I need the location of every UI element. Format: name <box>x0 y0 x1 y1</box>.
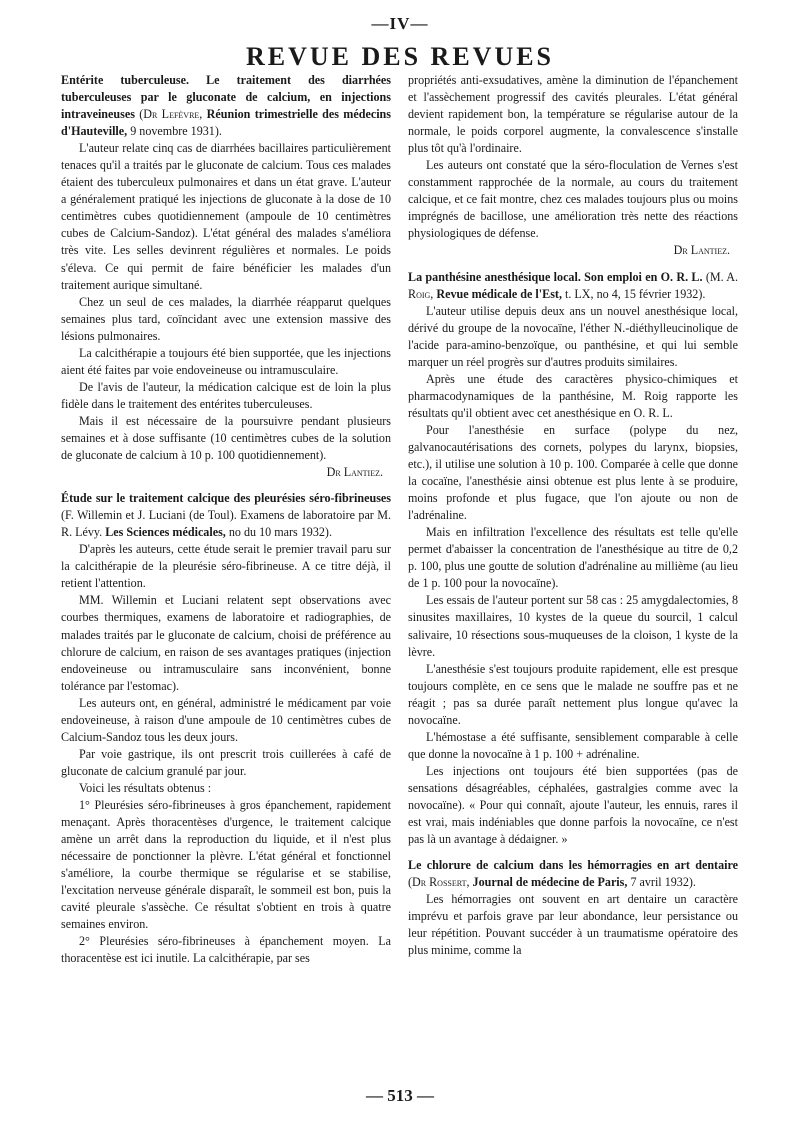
paragraph: L'anesthésie s'est toujours produite rapidement, elle est presque toujours complète, en ce sens que le malade ne souffre pas et ne réagit ; pas sa durée paraît nettement plus longue qu'avec la novocaïne. <box>408 661 738 727</box>
paragraph: Les auteurs ont, en général, administré le médicament par voie endoveineuse, à raison d'une ampoule de 10 centimètres cubes de Calcium-Sandoz tous les deux jours. <box>61 695 391 744</box>
paragraph: Mais il est nécessaire de la poursuivre pendant plusieurs semaines et à dose suffisante (10 centimètres cubes de la solution de gluconate de calcium à 10 p. 100 quotidiennement). <box>61 413 391 463</box>
article-heading <box>61 72 391 140</box>
article-journal: Les Sciences médicales, <box>105 525 226 540</box>
paragraph: Voici les résultats obtenus : <box>79 780 212 795</box>
paragraph: Par voie gastrique, ils ont prescrit trois cuillerées à café de gluconate de calcium granulé par jour. <box>61 746 391 778</box>
paragraph: Les injections ont toujours été bien supportées (pas de sensations désagréables, céphalées, gastralgies comme avec la novocaïne). « Pour qui connaît, ajoute l'auteur, les ennuis, rares il est vrai, mais indéniables que donne parfois la novocaïne, ce n'est pas là un avantage à dédaigner. » <box>408 763 738 847</box>
article-reference: (F. Willemin et J. Luciani (de Toul). Examens de laboratoire par M. R. Lévy. <box>61 508 391 540</box>
paragraph: D'après les auteurs, cette étude serait le premier travail paru sur la calcithérapie de la pleurésie séro-fibrineuse. A ce titre déjà, il retient l'attention. <box>61 542 391 591</box>
paragraph: Mais en infiltration l'excellence des résultats est telle qu'elle permet d'abaisser la concentration de l'anesthésique au titre de 0,2 p. 100, plus une goutte de solution d'adrénaline au millième (au lieu de 1 p. 100 pour la novocaïne). <box>408 525 738 591</box>
article-title: La panthésine anesthésique local. Son emploi en O. R. L. <box>408 269 703 284</box>
article-title: Étude sur le traitement calcique des pleurésies séro-fibrineuses <box>61 491 391 506</box>
article-journal: Réunion trimestrielle des médecins d'Hauteville, <box>61 107 391 139</box>
article-heading <box>408 857 738 891</box>
paragraph: 2° Pleurésies séro-fibrineuses à épanchement moyen. La thoracentèse est ici inutile. La calcithérapie, par ses <box>61 934 391 966</box>
paragraph: 1° Pleurésies séro-fibrineuses à gros épanchement, rapidement menaçant. Après thoracentèses d'urgence, le traitement calcique amène un arrêt dans la reproduction du liquide, et il n'est plus nécessaire de ponctionner la plèvre. L'état général et fonctionnel s'améliore, la courbe thermique se régularise et se stabilise, l'excitation nerveuse générale disparaît, le sommeil est bon, puis la cavité pleurale s'assèche. Ce résultat s'obtient en trois à quatre semaines environ. <box>61 797 391 932</box>
page-number: — 513 — <box>366 1086 434 1105</box>
paragraph: MM. Willemin et Luciani relatent sept observations avec courbes thermiques, examens de laboratoire et radiographies, de malades traités par le gluconate de calcium, choisi de préférence au chlorure de calcium, en raison de ses avantages pratiques (injection endoveineuse ou intramusculaire sans inconvénient, bonne tolérance par l'estomac). <box>61 593 391 693</box>
article-author: (Dr Lefèvre, <box>139 107 203 122</box>
paragraph: Les essais de l'auteur portent sur 58 cas : 25 amygdalectomies, 8 sinusites maxillaires, 10 kystes de la queue du sourcil, 1 calcul salivaire, 10 résections sous-muqueuses de la cloison, 1 kyste de la lèvre. <box>408 593 738 659</box>
article-date: no du 10 mars 1932). <box>228 525 332 540</box>
page-roman-numeral: —IV— <box>371 14 429 33</box>
paragraph: L'auteur utilise depuis deux ans un nouvel anesthésique local, dérivé du groupe de la novocaïne, l'éther N.-diéthylleucinolique de l'acide para-amino-benzoïque, ou panthésine, et qui lui semble marquer un réel progrès sur d'autres produits similaires. <box>408 303 738 369</box>
article-author: (Dr Rossert, <box>408 875 470 890</box>
paragraph: Les auteurs ont constaté que la séro-floculation de Vernes s'est constamment rapprochée de la normale, au cours du traitement calcique, et ce fait montre, chez ces malades toujours plus ou moins imprégnés de bacillose, une amélioration très nette des réactions physiologiques de défense. <box>408 158 738 241</box>
right-column <box>408 72 738 959</box>
article-author: (M. A. Roig, <box>408 269 739 301</box>
article-date: 7 avril 1932). <box>630 875 696 890</box>
article-heading <box>61 490 391 541</box>
article-heading <box>408 269 738 303</box>
signature: Dr Lantiez. <box>326 465 383 480</box>
paragraph: L'auteur relate cinq cas de diarrhées bacillaires particulièrement tenaces qu'il a traités par le gluconate de calcium. Tous ces malades étaient des tuberculeux pulmonaires et dans un état grave. L'auteur a généralement pratiqué les injections de gluconate à la dose de 10 centimètres cubes quotidiennement (ampoule de 10 centimètres cubes de Calcium-Sandoz). L'état général des malades s'améliora très vite. Les selles devinrent régulières et normales. Le poids s'éleva. Ce qui permit de faire bénéficier les malades d'un traitement aurique simultané. <box>61 141 391 292</box>
paragraph: La calcithérapie a toujours été bien supportée, que les injections aient été faites par voie endoveineuse ou intramusculaire. <box>61 345 391 377</box>
article-journal: Revue médicale de l'Est, <box>436 286 562 301</box>
page-title: REVUE DES REVUES <box>245 42 555 71</box>
article-journal: Journal de médecine de Paris, <box>472 875 628 890</box>
paragraph: Après une étude des caractères physico-chimiques et pharmacodynamiques de la panthésine, M. Roig rapporte les résultats qu'il obtient avec cet anesthésique en O. R. L. <box>408 371 738 420</box>
paragraph: De l'avis de l'auteur, la médication calcique est de loin la plus fidèle dans le traitement des entérites tuberculeuses. <box>61 379 391 411</box>
article-date: t. LX, no 4, 15 février 1932). <box>565 286 706 301</box>
signature: Dr Lantiez. <box>673 243 730 258</box>
article-title: Le chlorure de calcium dans les hémorragies en art dentaire <box>408 858 738 873</box>
paragraph: Pour l'anesthésie en surface (polype du nez, galvanocautérisations des cornets, polypes du larynx, biopsies, etc.), il utilise une solution à 10 p. 100. Comparée à celle que donne la cocaïne, l'anesthésie ainsi obtenue est plus lente à se produire, moins profonde et plus fugace, que l'on ajoute ou non de l'adrénaline. <box>408 422 738 523</box>
left-column <box>61 72 391 967</box>
paragraph: Chez un seul de ces malades, la diarrhée réapparut quelques semaines plus tard, coïncidant avec une extension massive des lésions pulmonaires. <box>61 294 391 343</box>
paragraph: propriétés anti-exsudatives, amène la diminution de l'épanchement et l'assèchement progressif des cavités pleurales. L'état général devient rapidement bon, la température se régularise autour de la normale, le poids corporel augmente, la convalescence s'installe plus tôt qu'à l'ordinaire. <box>408 73 738 156</box>
paragraph: Les hémorragies ont souvent en art dentaire un caractère imprévu et parfois grave par leur abondance, leur persistance ou leur répétition. Pouvant succéder à un traumatisme opératoire des plus minime, comme la <box>408 892 738 958</box>
paragraph: L'hémostase a été suffisante, sensiblement comparable à celle que donne la novocaïne à 1 p. 100 + adrénaline. <box>408 729 738 761</box>
article-date: 9 novembre 1931). <box>130 124 222 139</box>
article-title: Entérite tuberculeuse. Le traitement des diarrhées tuberculeuses par le gluconate de calcium, en injections intraveineuses <box>61 73 391 122</box>
